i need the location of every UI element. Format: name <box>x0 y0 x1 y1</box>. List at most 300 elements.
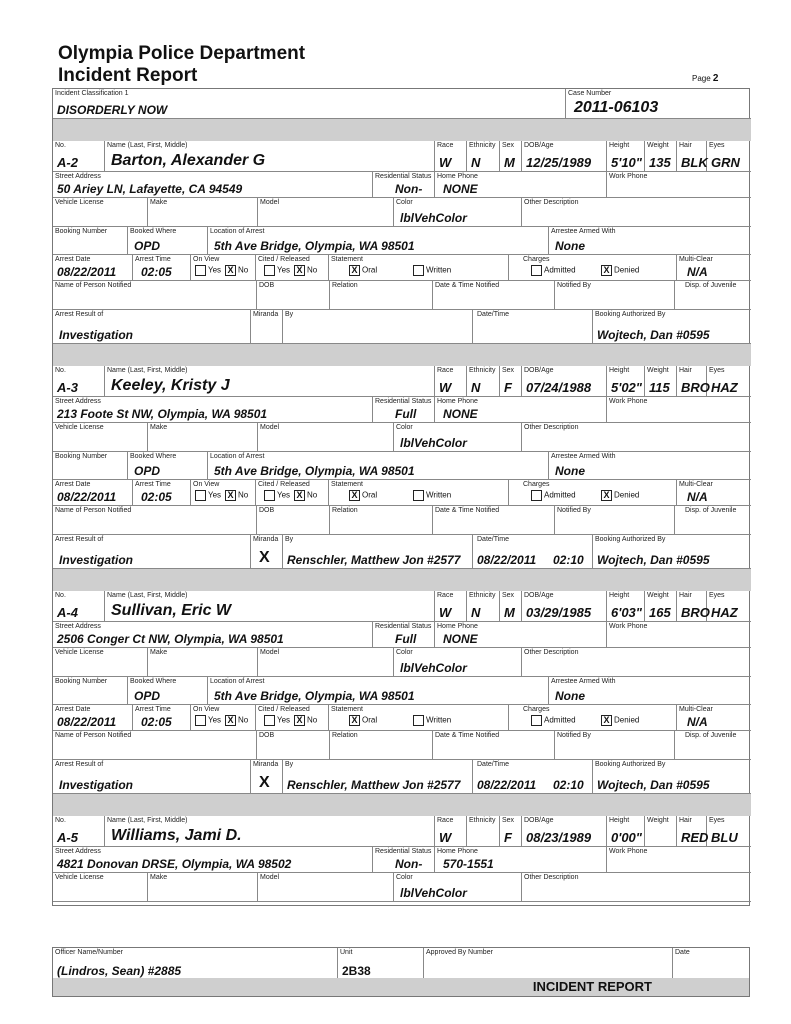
dob-value: 08/23/1989 <box>526 830 592 845</box>
weight-label: Weight <box>647 367 669 374</box>
miranda-by-value: Renschler, Matthew Jon #2577 <box>287 778 461 792</box>
home-phone-value: 570-1551 <box>443 857 494 871</box>
weight-value: 165 <box>649 605 671 620</box>
race-label: Race <box>437 367 454 374</box>
charges-denied[interactable] <box>601 715 639 726</box>
residential-status-value: Non- <box>395 857 423 871</box>
location-arrest-cell <box>208 452 549 480</box>
vehicle-color-label: Color <box>396 649 413 656</box>
charges-admitted-checkbox[interactable] <box>531 265 542 276</box>
make-label: Make <box>150 649 168 656</box>
home-phone-label: Home Phone <box>437 398 478 405</box>
arrest-result-cell <box>53 760 251 794</box>
ethnicity-cell <box>467 816 500 847</box>
cited-yes[interactable] <box>264 490 290 501</box>
case-number-value: 2011-06103 <box>574 99 659 116</box>
statement-oral[interactable] <box>349 265 377 276</box>
residential-status-cell <box>373 847 435 873</box>
statement-label: Statement <box>331 481 363 488</box>
armed-with-value: None <box>555 239 585 253</box>
vehicle-license-cell <box>53 873 148 902</box>
vehicle-color-label: Color <box>396 199 413 206</box>
street-address-cell <box>53 397 373 423</box>
vehicle-license-label: Vehicle License <box>55 424 104 431</box>
ethnicity-label: Ethnicity <box>469 367 496 374</box>
booking-authorized-label: Booking Authorized By <box>595 311 666 318</box>
miranda-by-label: By <box>285 311 294 318</box>
street-address-cell <box>53 172 373 198</box>
booked-where-value: OPD <box>134 239 161 253</box>
residential-status-cell <box>373 622 435 648</box>
height-label: Height <box>609 142 630 149</box>
on-view-no[interactable] <box>225 265 248 276</box>
vehicle-color-value: lblVehColor <box>400 661 467 675</box>
section-divider <box>53 569 751 591</box>
sex-value: M <box>504 155 515 170</box>
statement-written[interactable] <box>413 265 451 276</box>
multi-clear-value: N/A <box>687 490 708 504</box>
booking-authorized-cell <box>593 760 751 794</box>
multi-clear-cell <box>677 705 751 731</box>
charges-admitted[interactable] <box>531 265 576 276</box>
arrest-time-label: Arrest Time <box>135 256 171 263</box>
arrest-result-value: Investigation <box>59 778 134 792</box>
street-address-value: 213 Foote St NW, Olympia, WA 98501 <box>57 407 268 421</box>
on-view-yes-text: Yes <box>208 490 222 500</box>
hair-cell <box>677 816 707 847</box>
cited-yes-checkbox[interactable] <box>264 715 275 726</box>
miranda-label: Miranda <box>253 311 279 318</box>
person-name-cell <box>105 141 435 172</box>
charges-admitted-text: Admitted <box>544 490 576 500</box>
on-view-cell <box>191 480 256 506</box>
eyes-label: Eyes <box>709 592 725 599</box>
result-datetime-cell <box>473 310 593 344</box>
model-label: Model <box>260 649 280 656</box>
charges-cell <box>509 705 677 731</box>
person-no-cell <box>53 366 105 397</box>
arrest-date-value: 08/22/2011 <box>57 265 117 279</box>
multi-clear-value: N/A <box>687 265 708 279</box>
on-view-yes-text: Yes <box>208 715 222 725</box>
race-cell <box>435 141 467 172</box>
weight-label: Weight <box>647 142 669 149</box>
street-address-value: 4821 Donovan DRSE, Olympia, WA 98502 <box>57 857 292 871</box>
work-phone-cell <box>607 847 751 873</box>
residential-status-value: Full <box>395 407 417 421</box>
residential-status-label: Residential Status <box>375 398 432 405</box>
multi-clear-cell <box>677 255 751 281</box>
cited-released-cell <box>256 705 329 731</box>
home-phone-label: Home Phone <box>437 848 478 855</box>
model-label: Model <box>260 424 280 431</box>
disp-juvenile-cell <box>675 731 751 760</box>
charges-denied-checkbox[interactable]: X <box>601 490 612 501</box>
statement-oral-text: Oral <box>362 490 378 500</box>
race-label: Race <box>437 592 454 599</box>
work-phone-label: Work Phone <box>609 848 648 855</box>
other-description-cell <box>522 423 751 452</box>
arrest-date-label: Arrest Date <box>55 256 91 263</box>
statement-oral[interactable] <box>349 715 377 726</box>
vehicle-license-label: Vehicle License <box>55 199 104 206</box>
booked-where-value: OPD <box>134 689 161 703</box>
on-view-yes-text: Yes <box>208 265 222 275</box>
person-name-label: Name (Last, First, Middle) <box>107 817 188 824</box>
person-no-cell <box>53 591 105 622</box>
disp-juvenile-label: Disp. of Juvenile <box>685 732 737 739</box>
multi-clear-value: N/A <box>687 715 708 729</box>
charges-denied-checkbox[interactable]: X <box>601 265 612 276</box>
cited-yes-text: Yes <box>277 265 291 275</box>
home-phone-value: NONE <box>443 182 478 196</box>
residential-status-value: Full <box>395 632 417 646</box>
residential-status-cell <box>373 172 435 198</box>
notified-by-label: Notified By <box>557 732 591 739</box>
person-no-value: A-2 <box>57 155 78 170</box>
cited-yes-checkbox[interactable] <box>264 265 275 276</box>
sex-value: F <box>504 830 512 845</box>
street-address-cell <box>53 847 373 873</box>
height-value: 0'00" <box>611 830 642 845</box>
other-description-cell <box>522 873 751 902</box>
statement-written-checkbox[interactable] <box>413 490 424 501</box>
statement-oral-text: Oral <box>362 265 378 275</box>
ethnicity-label: Ethnicity <box>469 817 496 824</box>
home-phone-cell <box>435 397 607 423</box>
section-divider <box>53 119 751 141</box>
street-address-label: Street Address <box>55 398 101 405</box>
datetime-notified-label: Date & Time Notified <box>435 507 500 514</box>
sex-cell <box>500 591 522 622</box>
booking-authorized-label: Booking Authorized By <box>595 536 666 543</box>
booking-authorized-value: Wojtech, Dan #0595 <box>597 328 710 342</box>
location-arrest-value: 5th Ave Bridge, Olympia, WA 98501 <box>214 239 415 253</box>
hair-label: Hair <box>679 592 692 599</box>
charges-admitted[interactable] <box>531 715 576 726</box>
notified-dob-label: DOB <box>259 507 275 514</box>
sex-label: Sex <box>502 142 515 149</box>
charges-denied-text: Denied <box>614 490 640 500</box>
height-cell <box>607 141 645 172</box>
dob-label: DOB/Age <box>524 367 554 374</box>
charges-denied[interactable] <box>601 265 639 276</box>
result-datetime-label: Date/Time <box>477 536 510 543</box>
cited-yes[interactable] <box>264 715 290 726</box>
work-phone-cell <box>607 622 751 648</box>
home-phone-cell <box>435 622 607 648</box>
arrest-result-label: Arrest Result of <box>55 311 104 318</box>
statement-written[interactable] <box>413 715 451 726</box>
race-value: W <box>439 380 452 395</box>
arrest-time-label: Arrest Time <box>135 706 171 713</box>
charges-denied-text: Denied <box>614 265 640 275</box>
arrest-date-label: Arrest Date <box>55 481 91 488</box>
other-description-label: Other Description <box>524 874 579 881</box>
charges-label: Charges <box>523 481 550 488</box>
vehicle-license-label: Vehicle License <box>55 649 104 656</box>
street-address-label: Street Address <box>55 173 101 180</box>
multi-clear-label: Multi-Clear <box>679 481 713 488</box>
height-cell <box>607 366 645 397</box>
on-view-label: On View <box>193 706 220 713</box>
sex-label: Sex <box>502 592 515 599</box>
race-cell <box>435 816 467 847</box>
cited-yes[interactable] <box>264 265 290 276</box>
race-cell <box>435 366 467 397</box>
armed-with-value: None <box>555 464 585 478</box>
on-view-no-checkbox[interactable]: X <box>225 265 236 276</box>
make-cell <box>148 423 258 452</box>
result-datetime-cell <box>473 535 593 569</box>
statement-oral[interactable] <box>349 490 377 501</box>
sex-cell <box>500 366 522 397</box>
statement-cell <box>329 480 509 506</box>
miranda-cell <box>251 760 283 794</box>
height-label: Height <box>609 367 630 374</box>
height-value: 5'10" <box>611 155 642 170</box>
cited-no-text: No <box>307 265 318 275</box>
on-view-yes-checkbox[interactable] <box>195 715 206 726</box>
charges-denied-text: Denied <box>614 715 640 725</box>
race-value: W <box>439 830 452 845</box>
arrest-time-value: 02:05 <box>141 265 172 279</box>
statement-written-checkbox[interactable] <box>413 715 424 726</box>
sex-cell <box>500 141 522 172</box>
eyes-value: BLU <box>711 830 738 845</box>
datetime-date-value: 08/22/2011 <box>477 778 537 792</box>
dob-label: DOB/Age <box>524 817 554 824</box>
notified-by-cell <box>555 281 675 310</box>
charges-admitted-text: Admitted <box>544 715 576 725</box>
arrest-result-value: Investigation <box>59 328 134 342</box>
on-view-no-checkbox[interactable]: X <box>225 715 236 726</box>
race-label: Race <box>437 142 454 149</box>
booking-authorized-label: Booking Authorized By <box>595 761 666 768</box>
booked-where-value: OPD <box>134 464 161 478</box>
datetime-time-value: 02:10 <box>553 553 584 567</box>
multi-clear-label: Multi-Clear <box>679 706 713 713</box>
statement-oral-checkbox[interactable]: X <box>349 265 360 276</box>
officer-value: (Lindros, Sean) #2885 <box>57 964 182 978</box>
other-description-cell <box>522 648 751 677</box>
height-label: Height <box>609 592 630 599</box>
statement-oral-text: Oral <box>362 715 378 725</box>
cited-yes-text: Yes <box>277 490 291 500</box>
make-cell <box>148 873 258 902</box>
booking-number-label: Booking Number <box>55 678 108 685</box>
on-view-no[interactable] <box>225 490 248 501</box>
model-cell <box>258 648 394 677</box>
cited-released-label: Cited / Released <box>258 256 310 263</box>
unit-cell: Unit 2B38 <box>338 948 424 979</box>
home-phone-value: NONE <box>443 632 478 646</box>
result-datetime-label: Date/Time <box>477 761 510 768</box>
arrest-date-cell <box>53 705 133 731</box>
charges-admitted-checkbox[interactable] <box>531 490 542 501</box>
location-arrest-cell <box>208 677 549 705</box>
home-phone-cell <box>435 847 607 873</box>
hair-cell <box>677 366 710 397</box>
charges-admitted[interactable] <box>531 490 576 501</box>
cited-no-checkbox[interactable]: X <box>294 265 305 276</box>
statement-written[interactable] <box>413 490 451 501</box>
residential-status-label: Residential Status <box>375 848 432 855</box>
dob-cell <box>522 816 607 847</box>
miranda-value: X <box>259 549 270 566</box>
statement-written-checkbox[interactable] <box>413 265 424 276</box>
dob-label: DOB/Age <box>524 142 554 149</box>
arrest-date-label: Arrest Date <box>55 706 91 713</box>
race-label: Race <box>437 817 454 824</box>
height-value: 6'03" <box>611 605 642 620</box>
datetime-notified-cell <box>433 731 555 760</box>
work-phone-label: Work Phone <box>609 173 648 180</box>
on-view-no[interactable] <box>225 715 248 726</box>
vehicle-color-value: lblVehColor <box>400 886 467 900</box>
result-datetime-cell <box>473 760 593 794</box>
charges-admitted-checkbox[interactable] <box>531 715 542 726</box>
cited-no[interactable] <box>294 490 317 501</box>
disp-juvenile-cell <box>675 281 751 310</box>
vehicle-license-cell <box>53 423 148 452</box>
person-no-cell <box>53 816 105 847</box>
vehicle-color-value: lblVehColor <box>400 211 467 225</box>
on-view-yes[interactable] <box>195 265 221 276</box>
booked-where-label: Booked Where <box>130 228 177 235</box>
person-name-value: Keeley, Kristy J <box>111 377 230 394</box>
residential-status-label: Residential Status <box>375 173 432 180</box>
eyes-value: HAZ <box>711 605 738 620</box>
footer-bar <box>53 978 749 996</box>
miranda-by-cell <box>283 760 473 794</box>
home-phone-label: Home Phone <box>437 623 478 630</box>
report-title: Incident Report <box>58 65 198 86</box>
charges-denied[interactable] <box>601 490 639 501</box>
cited-no-checkbox[interactable]: X <box>294 715 305 726</box>
ethnicity-value: N <box>471 155 481 170</box>
relation-label: Relation <box>332 282 358 289</box>
height-cell <box>607 816 645 847</box>
make-label: Make <box>150 874 168 881</box>
datetime-time-value: 02:10 <box>553 778 584 792</box>
notified-dob-cell <box>257 731 330 760</box>
booking-authorized-cell <box>593 310 751 344</box>
section-divider <box>53 794 751 816</box>
armed-with-label: Arrestee Armed With <box>551 228 616 235</box>
booking-number-cell <box>53 452 128 480</box>
dob-cell <box>522 366 607 397</box>
on-view-no-checkbox[interactable]: X <box>225 490 236 501</box>
cited-no[interactable] <box>294 265 317 276</box>
arrest-time-label: Arrest Time <box>135 481 171 488</box>
weight-cell <box>645 816 677 847</box>
hair-label: Hair <box>679 817 692 824</box>
ethnicity-cell <box>467 141 500 172</box>
weight-label: Weight <box>647 817 669 824</box>
hair-label: Hair <box>679 142 692 149</box>
street-address-value: 50 Ariey LN, Lafayette, CA 94549 <box>57 182 243 196</box>
arrest-date-cell <box>53 255 133 281</box>
person-notified-cell <box>53 506 257 535</box>
booking-authorized-cell <box>593 535 751 569</box>
notified-dob-cell <box>257 281 330 310</box>
cited-no[interactable] <box>294 715 317 726</box>
statement-oral-checkbox[interactable]: X <box>349 490 360 501</box>
on-view-yes[interactable] <box>195 715 221 726</box>
cited-released-label: Cited / Released <box>258 481 310 488</box>
residential-status-value: Non- <box>395 182 423 196</box>
cited-no-checkbox[interactable]: X <box>294 490 305 501</box>
booking-number-label: Booking Number <box>55 228 108 235</box>
person-block <box>53 794 751 907</box>
statement-oral-checkbox[interactable]: X <box>349 715 360 726</box>
booked-where-cell <box>128 452 208 480</box>
miranda-by-cell <box>283 310 473 344</box>
hair-cell <box>677 141 707 172</box>
statement-label: Statement <box>331 706 363 713</box>
person-block <box>53 344 751 569</box>
street-address-value: 2506 Conger Ct NW, Olympia, WA 98501 <box>57 632 284 646</box>
disp-juvenile-cell <box>675 506 751 535</box>
armed-with-cell <box>549 227 751 255</box>
model-cell <box>258 198 394 227</box>
ethnicity-value: N <box>471 380 481 395</box>
vehicle-license-cell <box>53 648 148 677</box>
classification-value: DISORDERLY NOW <box>57 103 168 117</box>
section-divider <box>53 344 751 366</box>
charges-cell <box>509 255 677 281</box>
cited-yes-checkbox[interactable] <box>264 490 275 501</box>
miranda-by-value: Renschler, Matthew Jon #2577 <box>287 553 461 567</box>
work-phone-cell <box>607 397 751 423</box>
person-notified-label: Name of Person Notified <box>55 282 132 289</box>
on-view-cell <box>191 255 256 281</box>
dob-cell <box>522 591 607 622</box>
location-arrest-label: Location of Arrest <box>210 678 265 685</box>
dob-value: 03/29/1985 <box>526 605 592 620</box>
eyes-cell <box>707 591 751 622</box>
dob-cell <box>522 141 607 172</box>
person-notified-cell <box>53 731 257 760</box>
dob-value: 07/24/1988 <box>526 380 592 395</box>
on-view-yes-checkbox[interactable] <box>195 265 206 276</box>
hair-value: RED <box>681 830 709 845</box>
charges-denied-checkbox[interactable]: X <box>601 715 612 726</box>
on-view-yes[interactable] <box>195 490 221 501</box>
arrest-result-label: Arrest Result of <box>55 761 104 768</box>
arrest-result-label: Arrest Result of <box>55 536 104 543</box>
person-no-value: A-4 <box>57 605 78 620</box>
result-datetime-label: Date/Time <box>477 311 510 318</box>
model-label: Model <box>260 874 280 881</box>
person-no-label: No. <box>55 142 66 149</box>
on-view-yes-checkbox[interactable] <box>195 490 206 501</box>
person-name-value: Sullivan, Eric W <box>111 602 232 619</box>
ethnicity-cell <box>467 591 500 622</box>
officer-cell: Officer Name/Number (Lindros, Sean) #2885 <box>53 948 338 979</box>
ethnicity-label: Ethnicity <box>469 592 496 599</box>
work-phone-cell <box>607 172 751 198</box>
notified-by-cell <box>555 731 675 760</box>
dob-label: DOB/Age <box>524 592 554 599</box>
booking-number-label: Booking Number <box>55 453 108 460</box>
arrest-result-cell <box>53 535 251 569</box>
on-view-label: On View <box>193 481 220 488</box>
person-notified-label: Name of Person Notified <box>55 732 132 739</box>
multi-clear-cell <box>677 480 751 506</box>
booked-where-cell <box>128 227 208 255</box>
